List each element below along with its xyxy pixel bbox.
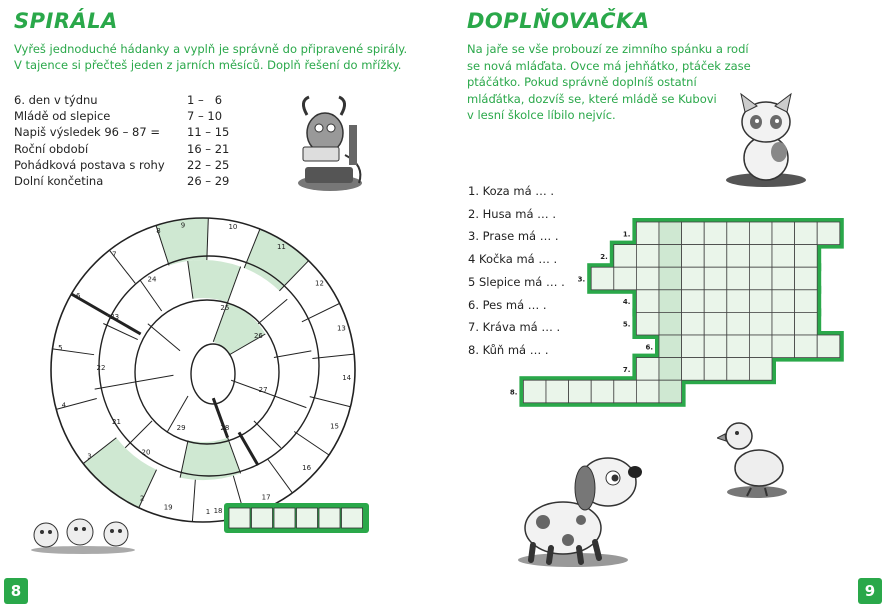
crossword-cell: [704, 335, 727, 358]
intro-line: v lesní školce líbilo nejvíc.: [467, 108, 616, 122]
crossword-cell: [636, 222, 659, 245]
intro-line: mláďátka, dozvíš se, které mládě se Kubovi: [467, 91, 717, 106]
crossword-row-label: 1.: [622, 230, 631, 239]
intro-line: Vyřeš jednoduché hádanky a vyplň je správně do připravené spirály.: [14, 42, 408, 56]
spiral-puzzle: [38, 205, 368, 535]
crossword-cell: [727, 312, 750, 335]
spiral-cell-number: 15: [330, 422, 340, 431]
secret-answer-grid: [224, 503, 369, 533]
crossword-cell: [636, 290, 659, 313]
spiral-divider: [192, 480, 195, 522]
question-item: 5 Slepice má … .: [468, 274, 565, 289]
spiral-core: [191, 344, 235, 404]
spiral-divider: [294, 432, 329, 455]
spiral-highlight-cell: [244, 229, 308, 291]
crossword-cell: [772, 290, 795, 313]
crossword-cell: [817, 335, 840, 358]
crossword-cell: [704, 290, 727, 313]
crossword-cell: [727, 267, 750, 290]
spiral-divider: [148, 324, 180, 351]
spiral-cell-number: 5: [58, 343, 63, 352]
spiral-cell-number: 12: [315, 279, 324, 288]
spiral-cell-number: 20: [141, 448, 151, 457]
crossword-row-label: 7.: [622, 365, 631, 374]
crossword-secret-cell: [659, 358, 682, 381]
spiral-cell-number: 29: [176, 424, 186, 433]
crossword-cell: [682, 290, 705, 313]
crossword-cell: [704, 358, 727, 381]
crossword-cell: [772, 312, 795, 335]
crossword-secret-cell: [659, 290, 682, 313]
crossword-cell: [704, 312, 727, 335]
spiral-word-separator: [239, 432, 258, 465]
crossword-cell: [727, 222, 750, 245]
kitten-illustration: [721, 92, 811, 190]
clue-item: 6. den v týdnu 1 – 6: [14, 93, 223, 107]
crossword-cell: [636, 380, 659, 403]
question-item: 3. Prase má … .: [468, 229, 559, 244]
clue-item: Dolní končetina 26 – 29: [14, 174, 230, 189]
spiral-cell-number: 14: [342, 374, 352, 383]
crossword-cell: [749, 335, 772, 358]
crossword-cell: [546, 380, 569, 403]
crossword-cell: [749, 267, 772, 290]
crossword-cell: [772, 245, 795, 268]
intro-line: V tajence si přečteš jeden z jarních měsíců. Doplň řešení do mřížky.: [14, 58, 402, 72]
crossword-secret-cell: [659, 267, 682, 290]
intro-line: Na jaře se vše probouzí ze zimního spánku a rodí: [467, 42, 749, 56]
secret-cell: [319, 508, 340, 528]
page-title-doplnovacka: DOPLŇOVAČKA: [467, 9, 650, 33]
crossword-cell: [682, 222, 705, 245]
crossword-cell: [682, 358, 705, 381]
crossword-cell: [795, 222, 818, 245]
crossword-cell: [704, 245, 727, 268]
spiral-divider: [268, 459, 293, 493]
page-number: 8: [4, 578, 28, 604]
crossword-cell: [727, 290, 750, 313]
crossword-cell: [636, 267, 659, 290]
spiral-cell-number: 3: [87, 452, 92, 461]
crossword-secret-cell: [659, 335, 682, 358]
intro-line: ptáčátko. Pokud správně doplníš ostatní: [467, 75, 697, 89]
crossword-secret-cell: [659, 380, 682, 403]
crossword-row-label: 8.: [509, 388, 518, 397]
crossword-row-label: 2.: [600, 252, 608, 261]
crossword-cell: [591, 267, 614, 290]
crossword-cell: [704, 267, 727, 290]
spiral-cell-number: 6: [76, 292, 81, 300]
spiral-divider: [103, 324, 137, 340]
spiral-cell-number: 28: [220, 424, 230, 433]
spiral-cell-number: 21: [112, 418, 121, 427]
page-title-spirala: SPIRÁLA: [14, 9, 118, 33]
intro-text: [467, 41, 751, 124]
devil-reading-illustration: [285, 95, 375, 195]
question-item: 6. Pes má … .: [468, 297, 547, 312]
spiral-divider: [132, 375, 173, 382]
secret-cell: [297, 508, 318, 528]
question-item: 2. Husa má … .: [468, 206, 556, 221]
crossword-cell: [749, 222, 772, 245]
spiral-cell-number: 24: [147, 275, 157, 284]
crossword-cell: [523, 380, 546, 403]
spiral-cell-number: 17: [261, 493, 271, 502]
crossword-cell: [749, 290, 772, 313]
crossword-cell: [817, 222, 840, 245]
crossword-cell: [704, 222, 727, 245]
crossword-cell: [749, 245, 772, 268]
crossword-cell: [614, 380, 637, 403]
spiral-cell-number: 19: [163, 503, 173, 512]
crossword-cell: [727, 358, 750, 381]
spiral-cell-number: 25: [220, 303, 230, 312]
crossword-row-label: 4.: [622, 298, 631, 307]
crossword-grid: [503, 212, 845, 412]
crossword-cell: [772, 222, 795, 245]
crossword-cell: [749, 312, 772, 335]
spiral-cell-number: 8: [156, 227, 161, 236]
clue-item: Napiš výsledek 96 – 87 = 11 – 15: [14, 125, 230, 140]
crossword-cell: [569, 380, 592, 403]
chicks-illustration: [28, 510, 138, 555]
crossword-cell: [727, 245, 750, 268]
spiral-cell-number: 9: [180, 221, 186, 230]
clue-item: Roční období 16 – 21: [14, 141, 230, 156]
clue-list: [14, 92, 239, 189]
spiral-divider: [140, 280, 162, 311]
crossword-cell: [682, 335, 705, 358]
crossword-cell: [795, 312, 818, 335]
spiral-cell-number: 11: [276, 243, 286, 252]
spiral-cell-number: 23: [110, 313, 120, 321]
spiral-highlight-cell: [188, 260, 241, 302]
crossword-cell: [614, 245, 637, 268]
crossword-row-label: 3.: [577, 275, 586, 284]
crossword-cell: [682, 267, 705, 290]
crossword-cell: [636, 245, 659, 268]
crossword-cell: [772, 335, 795, 358]
question-item: 1. Koza má … .: [468, 184, 555, 198]
crossword-cell: [795, 267, 818, 290]
spiral-cell-number: 26: [253, 332, 263, 340]
spiral-cell-number: 1: [205, 507, 211, 516]
spiral-divider: [302, 303, 340, 321]
crossword-cell: [727, 335, 750, 358]
spiral-cell-number: 7: [112, 250, 117, 259]
crossword-cell: [749, 358, 772, 381]
crossword-cell: [614, 267, 637, 290]
clue-item: Pohádková postava s rohy 22 – 25: [14, 157, 230, 172]
question-item: 8. Kůň má … .: [468, 342, 549, 357]
crossword-secret-cell: [659, 245, 682, 268]
secret-cell: [274, 508, 295, 528]
spiral-divider: [125, 421, 152, 448]
spiral-cell-number: 4: [61, 401, 67, 410]
intro-line: se nová mláďata. Ovce má jehňátko, ptáček zase: [467, 58, 751, 73]
spiral-cell-number: 13: [336, 324, 346, 333]
secret-cell: [252, 508, 273, 528]
duckling-illustration: [717, 418, 797, 500]
crossword-cell: [795, 335, 818, 358]
crossword-cell: [636, 358, 659, 381]
right-page: [443, 0, 886, 611]
crossword-row-label: 5.: [622, 320, 631, 329]
spiral-cell-number: 10: [228, 223, 238, 232]
crossword-secret-cell: [659, 312, 682, 335]
spiral-cell-number: 16: [302, 464, 312, 473]
puppy-illustration: [513, 450, 648, 570]
spiral-cell-number: 27: [258, 385, 268, 394]
clue-item: Mládě od slepice 7 – 10: [14, 109, 223, 124]
crossword-cell: [682, 312, 705, 335]
spiral-divider: [258, 299, 287, 323]
question-item: 7. Kráva má … .: [468, 320, 561, 335]
crossword-secret-cell: [659, 222, 682, 245]
spiral-divider: [271, 395, 307, 408]
crossword-row-label: 6.: [645, 343, 653, 352]
intro-text: [14, 41, 407, 73]
spiral-cell-number: 2: [139, 494, 145, 503]
spiral-divider: [254, 421, 281, 448]
crossword-cell: [772, 267, 795, 290]
secret-cell: [229, 508, 250, 528]
spiral-divider: [310, 397, 351, 407]
crossword-cell: [591, 380, 614, 403]
spiral-divider: [274, 351, 311, 358]
crossword-cell: [795, 290, 818, 313]
crossword-cell: [795, 245, 818, 268]
spiral-cell-number: 22: [96, 364, 106, 372]
crossword-cell: [636, 312, 659, 335]
secret-cell: [342, 508, 363, 528]
page-number: 9: [858, 578, 882, 604]
spiral-cell-number: 18: [213, 507, 223, 516]
crossword-cell: [682, 245, 705, 268]
question-item: 4 Kočka má … .: [468, 252, 558, 267]
